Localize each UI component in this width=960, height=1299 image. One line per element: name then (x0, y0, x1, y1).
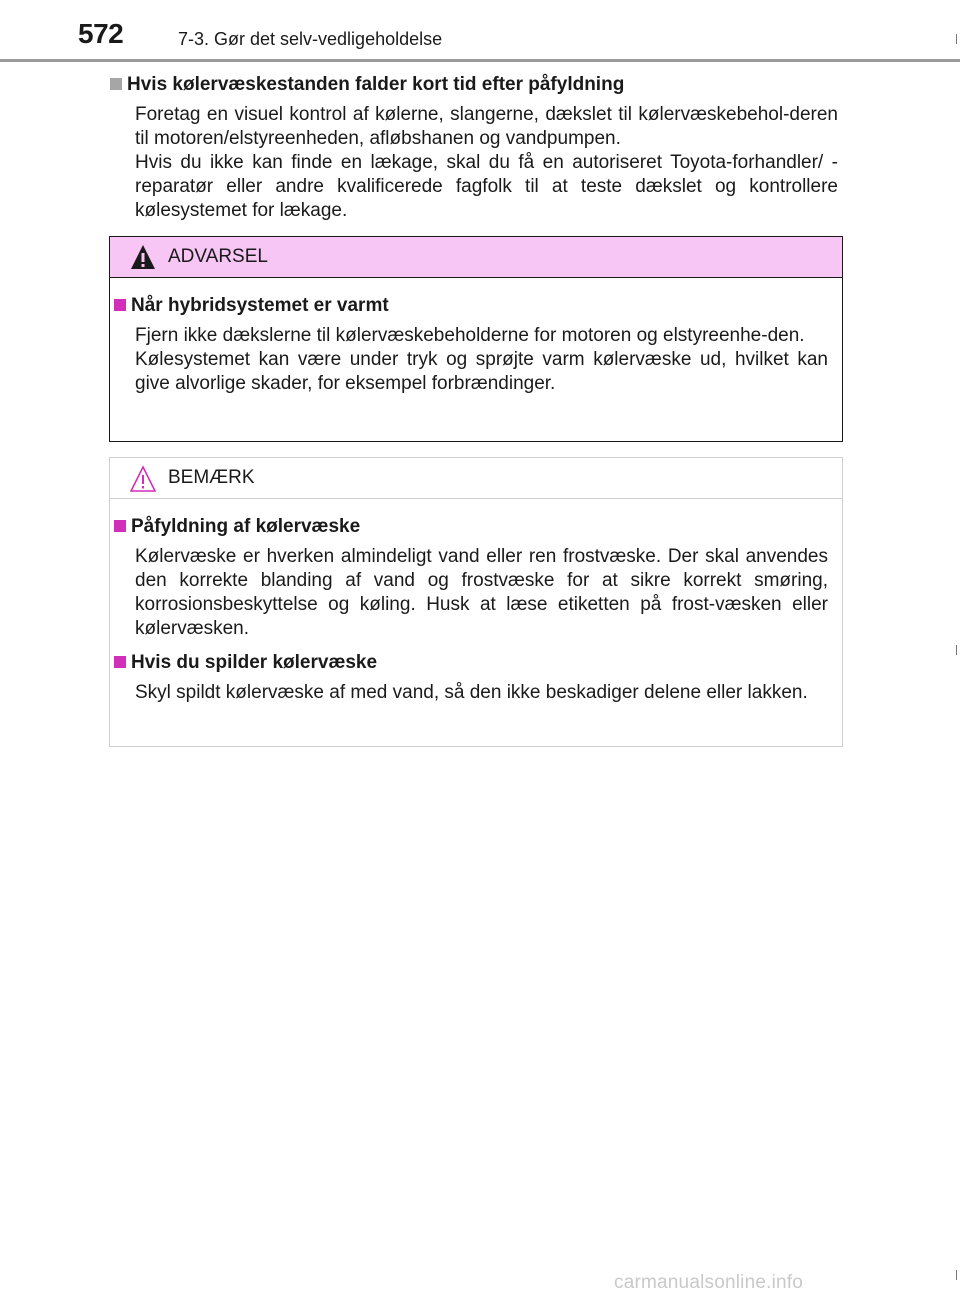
square-bullet-icon (114, 656, 126, 668)
watermark: carmanualsonline.info (614, 1272, 804, 1293)
caution-triangle-icon (130, 465, 156, 493)
warning-item-heading: Når hybridsystemet er varmt (114, 294, 828, 318)
crop-mark (956, 34, 957, 44)
warning-box-title: ADVARSEL (168, 246, 268, 267)
warning-item-body (135, 324, 828, 396)
notice-item-heading: Hvis du spilder kølervæske (114, 651, 828, 675)
notice-item-body: Skyl spildt kølervæske af med vand, så den ikke beskadiger delene eller lakken. (135, 682, 808, 703)
warning-box-header (110, 237, 842, 278)
notice-box-content (110, 499, 842, 705)
warning-box (109, 236, 843, 442)
square-bullet-icon (110, 78, 122, 90)
crop-mark (956, 1270, 957, 1280)
warning-paragraph: Fjern ikke dækslerne til kølervæskebeholderne for motoren og elstyreenhe-den. (135, 325, 805, 346)
warning-triangle-icon (130, 244, 156, 270)
warning-paragraph: Kølesystemet kan være under tryk og sprøjte varm kølervæske ud, hvilket kan give alvorlige skader, for eksempel forbrændinger. (135, 349, 828, 394)
square-bullet-icon (114, 299, 126, 311)
section-body (135, 103, 838, 223)
notice-box (109, 457, 843, 747)
notice-item (110, 515, 828, 641)
chapter-title: 7-3. Gør det selv-vedligeholdelse (178, 29, 443, 49)
header-divider (0, 59, 960, 62)
section-paragraph: Hvis du ikke kan finde en lækage, skal du få en autoriseret Toyota-forhandler/ -reparatør eller andre kvalificerede fagfolk til at teste dækslet og kontrollere kølesystemet for lækage. (135, 152, 838, 221)
page-header (0, 0, 960, 64)
notice-item-heading: Påfyldning af kølervæske (114, 515, 828, 539)
notice-box-title: BEMÆRK (168, 467, 255, 488)
coolant-drop-section (110, 73, 838, 223)
crop-mark (956, 645, 957, 655)
square-bullet-icon (114, 520, 126, 532)
notice-item (110, 651, 828, 705)
warning-item (110, 294, 828, 396)
notice-box-header (110, 458, 842, 499)
section-heading: Hvis kølervæskestanden falder kort tid efter påfyldning (110, 73, 838, 97)
page-number: 572 (78, 18, 124, 49)
notice-item-body: Kølervæske er hverken almindeligt vand eller ren frostvæske. Der skal anvendes den korrekte blanding af vand og frostvæske for at sikre korrekt smøring, korrosionsbeskyttelse og køling. Husk at læse etiketten på frost-væsken eller kølervæsken. (135, 546, 828, 639)
warning-box-content (110, 278, 842, 396)
section-paragraph: Foretag en visuel kontrol af kølerne, slangerne, dækslet til kølervæskebehol-deren til motoren/elstyreenheden, afløbshanen og vandpumpen. (135, 104, 838, 149)
